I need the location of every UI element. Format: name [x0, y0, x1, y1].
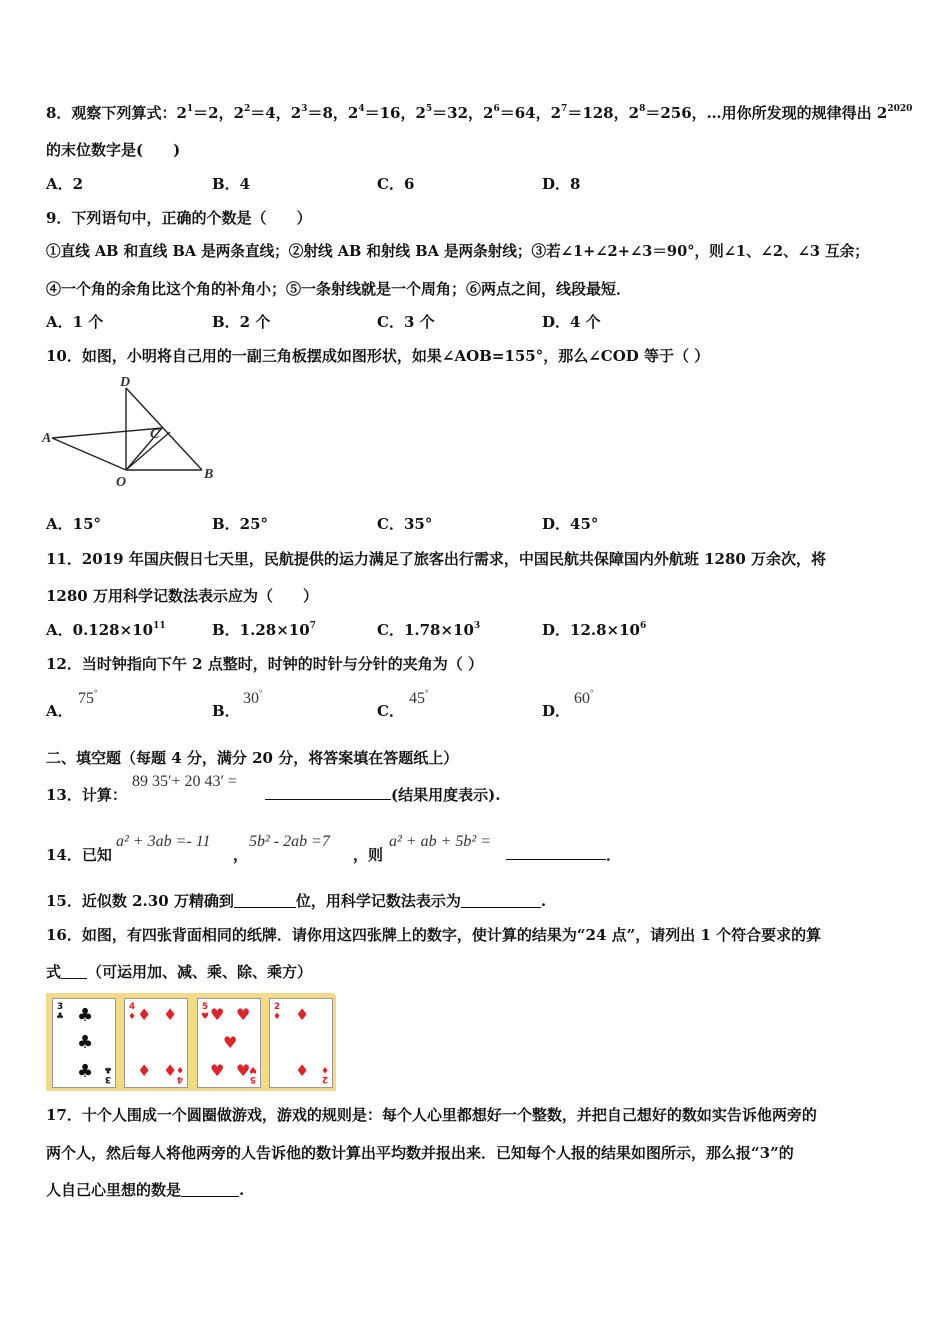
q8-power-2: $2^3=8$，: [290, 104, 348, 122]
q8-option-a[interactable]: A．2: [46, 175, 84, 193]
q11-line2: 1280 万用科学记数法表示应为（ ）: [46, 587, 318, 605]
q17-line2: 两个人，然后每人将他两旁的人告诉他的数计算出平均数并报出来．已知每个人报的结果如图所示，那么报“3”的: [46, 1144, 794, 1162]
q16-line2-start: 式: [46, 963, 62, 981]
label-a: A: [42, 431, 52, 446]
club-icon: ♣: [77, 1005, 94, 1026]
q12-option-b-value: 30°: [243, 688, 263, 707]
q15-text-1: 15．近似数 2.30 万精确到: [46, 892, 234, 910]
heart-icon: ♥: [210, 1061, 225, 1080]
card-3-corner-top: 5 ♥: [201, 1002, 210, 1022]
q14-expression-3: a² + ab + 5b² =: [389, 833, 491, 850]
q9-stem: 9．下列语句中，正确的个数是（ ）: [46, 209, 312, 227]
q15-blank-2[interactable]: [461, 893, 541, 908]
q9-option-b[interactable]: B．2 个: [212, 313, 271, 331]
q9-option-a[interactable]: A．1 个: [46, 313, 104, 331]
q11-option-b[interactable]: B．$1.28\times 10^7$: [212, 621, 316, 639]
heart-icon: ♥: [210, 1005, 225, 1024]
q8-option-d[interactable]: D．8: [542, 175, 581, 193]
q10-option-c[interactable]: C．35°: [377, 515, 433, 533]
segment-ac: [52, 428, 162, 438]
q12-option-a-value: 75°: [78, 688, 98, 707]
club-icon: ♣: [77, 1061, 94, 1082]
q8-prefix: 8．观察下列算式：: [46, 104, 177, 122]
club-icon: ♣: [77, 1032, 94, 1053]
q14-suffix: ．: [606, 846, 622, 864]
section-2-heading: 二、填空题（每题 4 分，满分 20 分，将答案填在答题纸上）: [46, 749, 459, 767]
q9-line2: ①直线 AB 和直线 BA 是两条直线；②射线 AB 和射线 BA 是两条射线；③若∠1+∠2+∠3＝90°，则∠1、∠2、∠3 互余；: [46, 243, 869, 260]
q17-line3-text: 人自己心里想的数是: [46, 1181, 182, 1199]
q17-line3: [46, 1180, 244, 1200]
q12-option-d-value: 60°: [574, 688, 594, 707]
q11-line1: 11．2019 年国庆假日七天里，民航提供的运力满足了旅客出行需求，中国民航共保障国内外航班 1280 万余次，将: [46, 550, 827, 568]
q16-line2-end: （可运用加、减、乘、除、乘方）: [87, 963, 313, 981]
heart-icon: ♥: [236, 1061, 251, 1080]
label-o: O: [116, 475, 127, 490]
q14-expression-1: a² + 3ab =- 11: [116, 833, 211, 850]
card-4-diamonds: [124, 998, 188, 1088]
q17-answer-blank[interactable]: [181, 1182, 239, 1197]
diamond-icon: ♦: [163, 1005, 178, 1024]
q11-option-c[interactable]: C．$1.78\times 10^3$: [377, 621, 481, 639]
q12-option-c-value: 45°: [409, 688, 429, 707]
q14-mid: ，则: [353, 846, 384, 864]
q15-text-2: 位，用科学记数法表示为: [295, 892, 461, 910]
q16-line1: 16．如图，有四张背面相同的纸牌．请你用这四张牌上的数字，使计算的结果为“24 点”，请列出 1 个符合要求的算: [46, 926, 822, 944]
diamond-icon: ♦: [163, 1061, 178, 1080]
card-5-hearts: [197, 998, 261, 1088]
q15-text-3: .: [540, 892, 547, 910]
q13-line: [46, 785, 127, 805]
q8-power-0: $2^1=2$，: [176, 104, 234, 122]
q10-option-a[interactable]: A．15°: [46, 515, 102, 533]
q8-option-c[interactable]: C．6: [377, 175, 415, 193]
label-c: C: [150, 427, 160, 442]
q14-comma: ，: [233, 846, 249, 864]
card-1-corner-top: 3 ♣: [56, 1002, 65, 1022]
q12-option-d[interactable]: D．: [542, 702, 571, 720]
q16-line2: [46, 962, 312, 982]
q14-prefix: 14．已知: [46, 846, 112, 864]
diamond-icon: ♦: [295, 1061, 310, 1080]
q8-power-7: $2^8=256$，: [628, 104, 707, 122]
segment-oc-edge: [126, 432, 170, 470]
q10-option-b[interactable]: B．25°: [212, 515, 269, 533]
q11-option-a[interactable]: A．$0.128\times 10^{11}$: [46, 621, 166, 639]
diamond-icon: ♦: [137, 1061, 152, 1080]
q8-tail: …用你所发现的规律得出 2: [706, 104, 888, 122]
q14-expression-2: 5b² - 2ab =7: [249, 833, 330, 850]
segment-ao: [52, 438, 126, 470]
card-1-corner-bottom: 3 ♣: [103, 1064, 112, 1084]
heart-icon: ♥: [223, 1033, 238, 1052]
q17-line3-end: .: [239, 1181, 245, 1199]
q8-tail-exp: 2020: [887, 104, 913, 114]
label-d: D: [120, 375, 131, 390]
q8-power-1: $2^2=4$，: [233, 104, 291, 122]
q11-option-d[interactable]: D．$12.8\times 10^6$: [542, 621, 647, 639]
card-2-corner-top: 4 ♦: [128, 1002, 137, 1022]
q10-stem: 10．如图，小明将自己用的一副三角板摆成如图形状，如果∠AOB=155°，那么∠COD 等于（ ）: [46, 347, 710, 365]
card-3-clubs: [52, 998, 116, 1088]
q12-stem: 12．当时钟指向下午 2 点整时，时钟的时针与分针的夹角为（ ）: [46, 655, 483, 673]
q13-expression: 89 35′+ 20 43′ =: [132, 773, 238, 790]
q15-blank-1[interactable]: [234, 893, 296, 908]
q9-line3: ④一个角的余角比这个角的补角小；⑤一条射线就是一个周角；⑥两点之间，线段最短．: [46, 280, 632, 298]
q12-option-c[interactable]: C．: [377, 702, 404, 720]
q8-option-b[interactable]: B．4: [212, 175, 251, 193]
q13-answer-blank[interactable]: [265, 785, 391, 800]
card-2-corner-bottom: 4 ♦: [175, 1064, 184, 1084]
card-2-diamonds: [269, 998, 333, 1088]
q17-line1: 17．十个人围成一个圆圈做游戏，游戏的规则是：每个人心里都想好一个整数，并把自己想好的数如实告诉他两旁的: [46, 1106, 817, 1124]
q9-option-c[interactable]: C．3 个: [377, 313, 435, 331]
q8-power-3: $2^4=16$，: [347, 104, 416, 122]
heart-icon: ♥: [236, 1005, 251, 1024]
diamond-icon: ♦: [137, 1005, 152, 1024]
q13-suffix: (结果用度表示).: [391, 786, 501, 804]
label-b: B: [204, 467, 214, 482]
q8-power-6: $2^7=128$，: [550, 104, 629, 122]
q8-line1: [46, 103, 912, 123]
card-3-corner-bottom: 5 ♥: [248, 1064, 257, 1084]
q16-answer-blank[interactable]: [61, 964, 87, 979]
q12-option-b[interactable]: B．: [212, 702, 240, 720]
card-4-corner-bottom: 2 ♦: [320, 1064, 329, 1084]
q13-prefix: 13．计算：: [46, 786, 127, 804]
q8-power-5: $2^6=64$，: [483, 104, 551, 122]
q9-option-d[interactable]: D．4 个: [542, 313, 601, 331]
q12-option-a[interactable]: A．: [46, 702, 73, 720]
q14-answer-blank[interactable]: [506, 845, 606, 860]
q15-line: [46, 891, 546, 911]
q8-line2: 的末位数字是( ): [46, 141, 181, 159]
q10-option-d[interactable]: D．45°: [542, 515, 599, 533]
diamond-icon: ♦: [295, 1005, 310, 1024]
triangle-figure: [40, 372, 230, 492]
card-4-corner-top: 2 ♦: [273, 1002, 282, 1022]
q8-power-4: $2^5=32$，: [415, 104, 484, 122]
